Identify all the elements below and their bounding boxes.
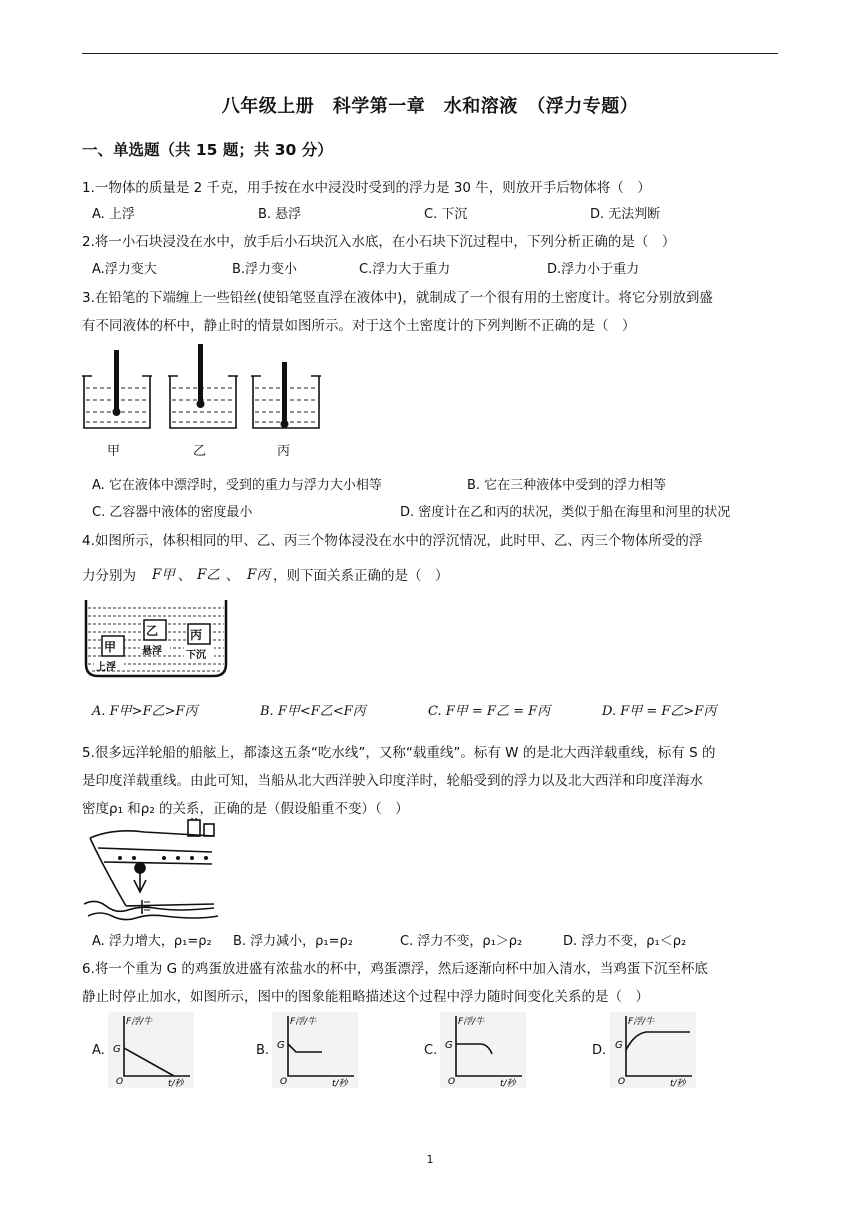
- hydrometer-figure: [82, 342, 322, 437]
- svg-text:F浮/牛: F浮/牛: [290, 1017, 317, 1027]
- svg-text:t/秒: t/秒: [500, 1079, 516, 1088]
- q6-option-a[interactable]: A.: [92, 1043, 105, 1058]
- svg-text:O: O: [618, 1077, 626, 1087]
- svg-text:t/秒: t/秒: [168, 1079, 184, 1088]
- object-bing-label: 丙: [190, 628, 203, 642]
- q5-option-b[interactable]: B. 浮力减小，ρ₁=ρ₂: [233, 934, 354, 949]
- question-3-stem-line1: 3.在铅笔的下端缠上一些铅丝(使铅笔竖直浮在液体中)，就制成了一个很有用的土密度计。将它分别放到盛: [82, 290, 713, 306]
- graph-d: [610, 1012, 696, 1088]
- q4-option-a[interactable]: A. F甲>F乙>F丙: [92, 704, 198, 719]
- header-rule: [82, 53, 778, 54]
- svg-text:O: O: [280, 1077, 288, 1087]
- svg-text:G: G: [277, 1040, 285, 1051]
- q5-option-c[interactable]: C. 浮力不变，ρ₁＞ρ₂: [400, 934, 523, 949]
- object-bing-state: 下沉: [186, 650, 206, 661]
- q2-option-b[interactable]: B.浮力变小: [232, 262, 298, 277]
- svg-text:G: G: [113, 1044, 121, 1055]
- q1-option-a[interactable]: A. 上浮: [92, 207, 135, 222]
- question-4-stem-line2: 力分别为: [82, 568, 136, 584]
- q6-option-c[interactable]: C.: [424, 1043, 438, 1058]
- q4-option-b[interactable]: B. F甲<F乙<F丙: [260, 704, 366, 719]
- q5-option-d[interactable]: D. 浮力不变，ρ₁＜ρ₂: [563, 934, 687, 949]
- question-6-stem-line1: 6.将一个重为 G 的鸡蛋放进盛有浓盐水的杯中，鸡蛋漂浮，然后逐渐向杯中加入清水，当鸡蛋下沉至杯底: [82, 961, 708, 977]
- force-jia: F甲: [152, 567, 175, 583]
- svg-text:F浮/牛: F浮/牛: [458, 1017, 485, 1027]
- graph-c: [440, 1012, 526, 1088]
- question-4-stem-line1: 4.如图所示，体积相同的甲、乙、丙三个物体浸没在水中的浮沉情况，此时甲、乙、丙三个物体所受的浮: [82, 533, 703, 549]
- q1-option-d[interactable]: D. 无法判断: [590, 207, 661, 222]
- object-yi-label: 乙: [146, 624, 159, 638]
- q3-option-b[interactable]: B. 它在三种液体中受到的浮力相等: [467, 478, 667, 493]
- question-2-stem: 2.将一小石块浸没在水中，放手后小石块沉入水底，在小石块下沉过程中，下列分析正确的是（ ）: [82, 234, 676, 250]
- svg-text:G: G: [615, 1040, 623, 1051]
- svg-text:t/秒: t/秒: [670, 1079, 686, 1088]
- question-5-stem-line2: 是印度洋载重线。由此可知，当船从北大西洋驶入印度洋时，轮船受到的浮力以及北大西洋和印度洋海水: [82, 773, 703, 789]
- question-3-stem-line2: 有不同液体的杯中，静止时的情景如图所示。对于这个土密度计的下列判断不正确的是（ ）: [82, 318, 636, 334]
- svg-text:O: O: [448, 1077, 456, 1087]
- q6-option-d[interactable]: D.: [592, 1043, 607, 1058]
- graph-b: [272, 1012, 358, 1088]
- question-5-stem-line3: 密度ρ₁ 和ρ₂ 的关系，正确的是（假设船重不变）（ ）: [82, 801, 409, 817]
- page-number: 1: [426, 1153, 434, 1166]
- figure-label-yi: 乙: [193, 444, 207, 459]
- q1-option-b[interactable]: B. 悬浮: [258, 207, 302, 222]
- object-jia-state: 上浮: [96, 662, 116, 673]
- q2-option-c[interactable]: C.浮力大于重力: [359, 262, 451, 277]
- force-bing: F丙: [247, 567, 270, 583]
- section-heading: 一、单选题（共 15 题；共 30 分）: [82, 141, 333, 159]
- question-6-stem-line2: 静止时停止加水，如图所示，图中的图象能粗略描述这个过程中浮力随时间变化关系的是（ ）: [82, 989, 649, 1005]
- svg-text:t/秒: t/秒: [332, 1079, 348, 1088]
- q3-option-d[interactable]: D. 密度计在乙和丙的状况，类似于船在海里和河里的状况: [400, 505, 731, 520]
- figure-label-bing: 丙: [277, 444, 291, 459]
- q2-option-a[interactable]: A.浮力变大: [92, 262, 157, 277]
- question-5-stem-line1: 5.很多远洋轮船的船舷上，都漆这五条“吃水线”，又称“载重线”。标有 W 的是北大西洋载重线，标有 S 的: [82, 745, 716, 761]
- question-4-stem-tail: ，则下面关系正确的是（ ）: [273, 568, 449, 584]
- svg-text:F浮/牛: F浮/牛: [628, 1017, 655, 1027]
- q4-option-d[interactable]: D. F甲 = F乙>F丙: [602, 704, 717, 719]
- svg-text:G: G: [445, 1040, 453, 1051]
- object-jia-label: 甲: [104, 640, 117, 654]
- q1-option-c[interactable]: C. 下沉: [424, 207, 468, 222]
- q3-option-c[interactable]: C. 乙容器中液体的密度最小: [92, 505, 253, 520]
- ship-figure: [84, 818, 222, 922]
- object-yi-state: 悬浮: [142, 646, 162, 657]
- q6-option-b[interactable]: B.: [256, 1043, 270, 1058]
- force-yi: F乙: [197, 567, 220, 583]
- question-1-stem: 1.一物体的质量是 2 千克，用手按在水中浸没时受到的浮力是 30 牛，则放开手后物体将（ ）: [82, 180, 651, 196]
- svg-text:F浮/牛: F浮/牛: [126, 1017, 153, 1027]
- graph-a: [108, 1012, 194, 1088]
- q4-option-c[interactable]: C. F甲 = F乙 = F丙: [428, 704, 551, 719]
- page-title: 八年级上册 科学第一章 水和溶液 （浮力专题）: [221, 96, 639, 117]
- svg-text:O: O: [116, 1077, 124, 1087]
- q5-option-a[interactable]: A. 浮力增大，ρ₁=ρ₂: [92, 934, 212, 949]
- q2-option-d[interactable]: D.浮力小于重力: [547, 262, 640, 277]
- q3-option-a[interactable]: A. 它在液体中漂浮时，受到的重力与浮力大小相等: [92, 478, 382, 493]
- figure-label-jia: 甲: [107, 444, 121, 459]
